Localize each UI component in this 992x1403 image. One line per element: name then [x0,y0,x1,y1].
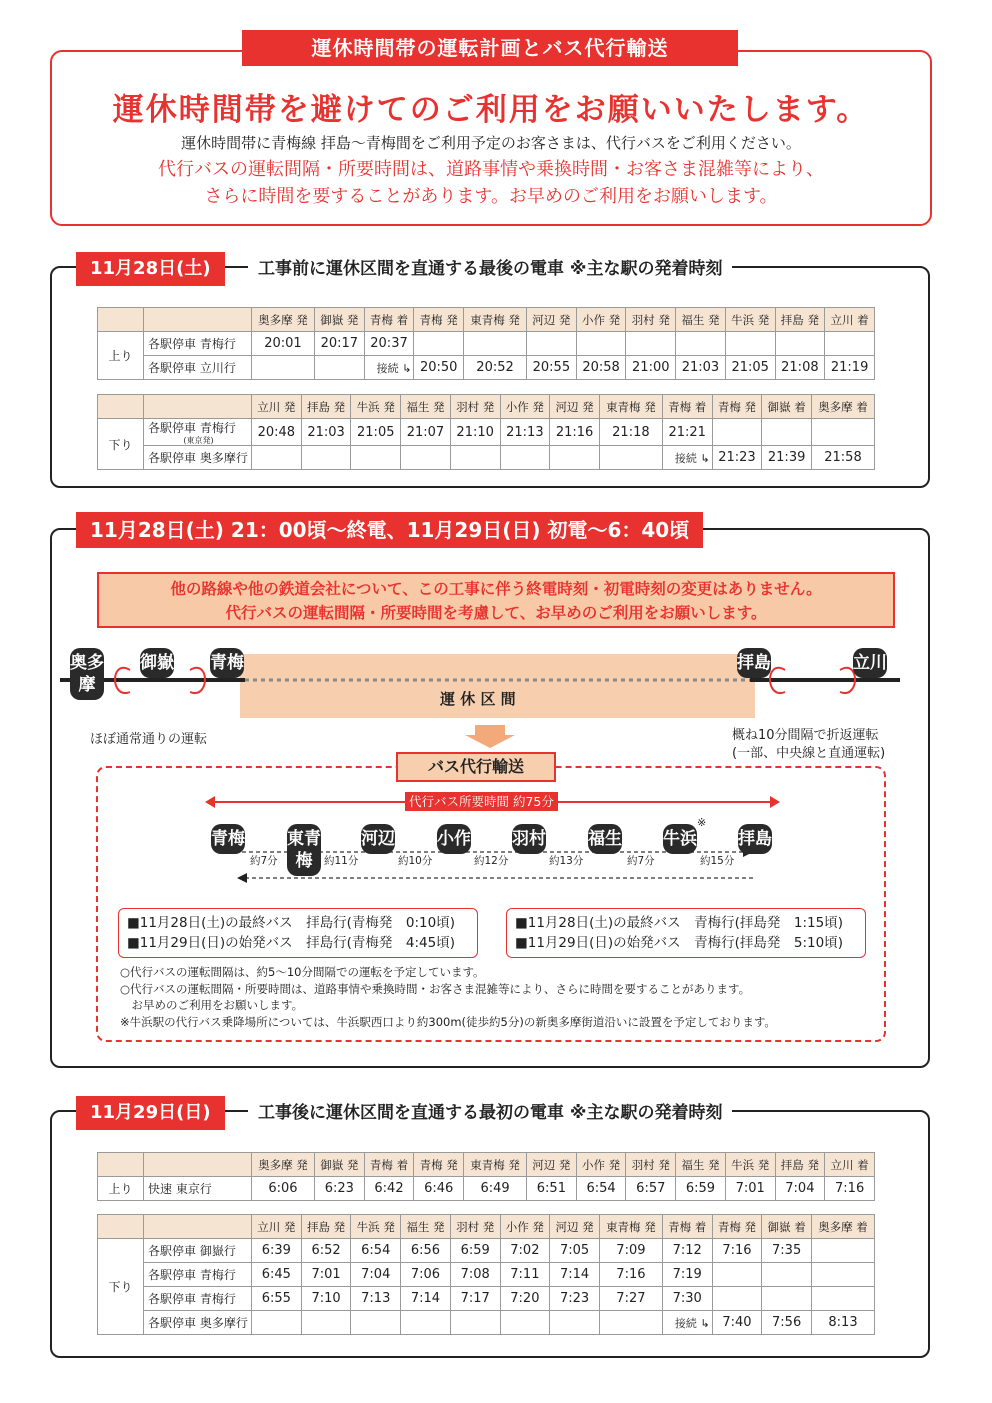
column-header: 牛浜 発 [725,308,775,332]
time-cell: 7:01 [301,1263,351,1287]
column-header: 立川 着 [825,1153,875,1177]
time-cell: 7:14 [401,1287,451,1311]
section1-title: 工事前に運休区間を直通する最後の電車 ※主な駅の発着時刻 [248,252,732,286]
timetable-sec1-down [97,394,875,470]
time-cell: 20:58 [576,356,626,380]
time-cell [252,446,302,470]
time-cell [450,446,500,470]
time-cell: 7:11 [500,1263,550,1287]
time-cell [351,1311,401,1335]
intro-line2a: 代行バスの運転間隔・所要時間は、道路事情や乗換時間・お客さま混雑等により、 [158,159,824,180]
direction-label: 下り [98,419,144,470]
column-header: 福生 発 [401,1215,451,1239]
column-header: 東青梅 発 [599,1215,662,1239]
header-blank [144,1215,252,1239]
column-header: 拝島 発 [775,1153,825,1177]
time-cell [811,1263,874,1287]
time-cell [351,446,401,470]
time-cell: 7:14 [550,1263,600,1287]
left-note: ほぼ通常通りの運転 [90,732,208,747]
time-cell [811,1287,874,1311]
header-banner: 運休時間帯の運転計画とバス代行輸送 [242,30,738,66]
bus-station-ozaku: 小作 [437,824,471,854]
time-cell [626,332,676,356]
column-header: 青梅 着 [662,1215,712,1239]
column-header: 御嶽 着 [762,395,812,419]
time-cell: 7:19 [662,1263,712,1287]
column-header: 奥多摩 発 [252,308,315,332]
time-cell [464,332,527,356]
column-header: 奥多摩 着 [811,395,874,419]
direction-label: 上り [98,1177,144,1201]
train-name: 各駅停車 青梅行 (東京発) [144,419,252,446]
direction-label: 上り [98,332,144,380]
time-cell: 6:54 [351,1239,401,1263]
time-cell: 7:20 [500,1287,550,1311]
column-header: 河辺 発 [527,308,577,332]
time-cell: 20:01 [252,332,315,356]
table-row [98,1263,875,1287]
column-header: 河辺 発 [550,395,600,419]
map-station-okutama: 奥多摩 [70,648,104,700]
bus-minutes-6: 約7分 [627,855,655,867]
bus-total-time: 代行バス所要時間 約75分 [405,792,558,811]
time-cell: 21:21 [662,419,712,446]
time-cell [725,332,775,356]
map-station-mitake: 御嶽 [140,648,174,678]
time-cell: 21:19 [825,356,875,380]
column-header: 羽村 発 [450,395,500,419]
connection-cell: 接続 ↳ [662,446,712,470]
column-header: 拝島 発 [301,395,351,419]
column-header: 立川 発 [252,1215,302,1239]
bus-minutes-2: 約11分 [324,855,359,867]
time-cell [401,1311,451,1335]
header-blank [98,395,144,419]
time-cell: 6:54 [576,1177,626,1201]
time-cell: 20:37 [364,332,414,356]
map-station-haijima: 拝島 [737,648,771,678]
bus-station-haijima: 拝島 [738,824,772,854]
column-header: 東青梅 発 [599,395,662,419]
down-arrow [465,725,515,748]
column-header: 東青梅 発 [464,1153,527,1177]
section2-date: 11月28日(土) 21：00頃〜終電、11月29日(日) 初電〜6：40頃 [76,512,703,548]
time-cell: 21:18 [599,419,662,446]
column-header: 御嶽 発 [314,1153,364,1177]
column-header: 拝島 発 [301,1215,351,1239]
column-header: 御嶽 発 [314,308,364,332]
table-row [98,1177,875,1201]
time-cell: 21:05 [351,419,401,446]
train-name: 各駅停車 奥多摩行 [144,1311,252,1335]
bus-station-ome: 青梅 [211,824,245,854]
time-cell [599,446,662,470]
time-cell: 7:27 [599,1287,662,1311]
time-cell [252,356,315,380]
time-cell: 6:42 [364,1177,414,1201]
column-header: 小作 発 [500,395,550,419]
time-cell: 6:06 [252,1177,315,1201]
time-cell: 21:10 [450,419,500,446]
time-cell: 6:59 [450,1239,500,1263]
time-cell [811,1239,874,1263]
bus-minutes-7: 約15分 [700,855,735,867]
time-cell [762,419,812,446]
ushihama-asterisk: ※ [697,816,707,829]
time-cell [762,1287,812,1311]
train-name: 各駅停車 青梅行 [144,332,252,356]
header-blank [144,308,252,332]
time-cell [500,1311,550,1335]
train-name: 各駅停車 奥多摩行 [144,446,252,470]
time-cell: 21:58 [811,446,874,470]
time-cell: 7:13 [351,1287,401,1311]
column-header: 羽村 発 [626,308,676,332]
notice-box [97,572,895,628]
column-header: 青梅 着 [364,1153,414,1177]
column-header: 東青梅 発 [464,308,527,332]
footnotes: ○代行バスの運転間隔は、約5〜10分間隔での運転を予定しています。 ○代行バスの運転間隔・所要時間は、道路事情や乗換時間・お客さま混雑等により、さらに時間を要することがあります。 お早めのご利用をお願いします。 ※牛浜駅の代行バス乗降場所については、牛浜駅西口より約300m(徒歩約5分)の新奥多摩街道沿いに設置を予定しております。 [120,965,776,1029]
column-header: 小作 発 [576,308,626,332]
table-row [98,1239,875,1263]
table-row [98,446,875,470]
time-cell: 20:52 [464,356,527,380]
column-header: 拝島 発 [775,308,825,332]
intro-line2 [50,156,932,210]
column-header: 青梅 発 [414,1153,464,1177]
time-cell: 6:57 [626,1177,676,1201]
time-cell: 6:46 [414,1177,464,1201]
time-cell: 7:04 [351,1263,401,1287]
connection-cell: 接続 ↳ [364,356,414,380]
time-cell: 7:35 [762,1239,812,1263]
time-cell: 7:40 [712,1311,762,1335]
time-cell: 21:23 [712,446,762,470]
column-header: 青梅 発 [414,308,464,332]
time-cell: 7:08 [450,1263,500,1287]
time-cell [762,1263,812,1287]
header-blank [98,308,144,332]
table-row [98,332,875,356]
time-cell [599,1311,662,1335]
column-header: 福生 発 [676,1153,726,1177]
intro-line1: 運休時間帯に青梅線 拝島〜青梅間をご利用予定のお客さまは、代行バスをご利用ください。 [181,134,801,152]
train-name: 各駅停車 立川行 [144,356,252,380]
notice-line2: 代行バスの運転間隔・所要時間を考慮して、お早めのご利用をお願いします。 [225,604,767,622]
connection-cell: 接続 ↳ [662,1311,712,1335]
table-row [98,1287,875,1311]
notice-line1: 他の路線や他の鉄道会社について、この工事に伴う終電時刻・初電時刻の変更はありません。 [170,580,822,598]
time-cell: 6:45 [252,1263,302,1287]
section1-date: 11月28日(土) [76,252,225,286]
column-header: 羽村 発 [450,1215,500,1239]
time-cell [712,1287,762,1311]
time-cell [811,419,874,446]
time-cell: 6:56 [401,1239,451,1263]
time-cell: 20:48 [252,419,302,446]
time-cell [301,1311,351,1335]
column-header: 牛浜 発 [725,1153,775,1177]
time-cell [401,446,451,470]
bus-minutes-5: 約13分 [549,855,584,867]
intro-title: 運休時間帯を避けてのご利用をお願いいたします。 [112,92,870,128]
header-blank [144,1153,252,1177]
column-header: 立川 着 [825,308,875,332]
time-cell [414,332,464,356]
time-cell [712,419,762,446]
time-cell: 21:08 [775,356,825,380]
time-cell [301,446,351,470]
time-cell [450,1311,500,1335]
column-header: 福生 発 [676,308,726,332]
time-cell [712,1263,762,1287]
column-header: 河辺 発 [550,1215,600,1239]
header-blank [98,1153,144,1177]
time-cell: 21:39 [762,446,812,470]
column-header: 青梅 着 [662,395,712,419]
bus-station-ushihama: 牛浜 [663,824,697,854]
map-station-tachikawa: 立川 [853,648,887,678]
time-cell [576,332,626,356]
bus-station-higashiome: 東青梅 [287,824,321,876]
time-cell: 21:16 [550,419,600,446]
time-cell: 21:03 [301,419,351,446]
bus-minutes-4: 約12分 [474,855,509,867]
time-cell: 7:06 [401,1263,451,1287]
header-blank [98,1215,144,1239]
bus-minutes-1: 約7分 [250,855,278,867]
column-header: 御嶽 着 [762,1215,812,1239]
column-header: 奥多摩 着 [811,1215,874,1239]
time-cell [252,1311,302,1335]
time-cell: 20:17 [314,332,364,356]
right-note2: (一部、中央線と直通運転) [732,746,886,761]
right-note1: 概ね10分間隔で折返運転 [732,728,879,743]
column-header: 小作 発 [500,1215,550,1239]
column-header: 河辺 発 [527,1153,577,1177]
time-cell: 6:51 [527,1177,577,1201]
column-header: 立川 発 [252,395,302,419]
time-cell: 7:56 [762,1311,812,1335]
intro-line2b: さらに時間を要することがあります。お早めのご利用をお願いします。 [204,186,778,207]
column-header: 牛浜 発 [351,395,401,419]
column-header: 福生 発 [401,395,451,419]
time-cell: 7:16 [599,1263,662,1287]
time-cell [775,332,825,356]
bus-label: バス代行輸送 [396,752,556,782]
time-cell [825,332,875,356]
time-cell: 6:39 [252,1239,302,1263]
section3-date: 11月29日(日) [76,1096,225,1130]
bus-station-hamura: 羽村 [512,824,546,854]
time-cell: 6:55 [252,1287,302,1311]
time-cell: 21:05 [725,356,775,380]
time-cell: 6:52 [301,1239,351,1263]
time-cell: 21:03 [676,356,726,380]
bus-station-kabe: 河辺 [361,824,395,854]
bus-station-fussa: 福生 [588,824,622,854]
table-row [98,419,875,446]
time-cell: 7:30 [662,1287,712,1311]
time-cell: 21:13 [500,419,550,446]
column-header: 青梅 発 [712,395,762,419]
column-header: 奥多摩 発 [252,1153,315,1177]
last-first-bus-left: ■11月28日(土)の最終バス 拝島行(青梅発 0:10頃) ■11月29日(日)の始発バス 拝島行(青梅発 4:45頃) [118,908,478,958]
column-header: 小作 発 [576,1153,626,1177]
time-cell: 20:50 [414,356,464,380]
time-cell: 7:02 [500,1239,550,1263]
column-header: 青梅 着 [364,308,414,332]
time-cell: 7:23 [550,1287,600,1311]
time-cell: 7:05 [550,1239,600,1263]
time-cell [314,356,364,380]
column-header: 羽村 発 [626,1153,676,1177]
time-cell: 7:17 [450,1287,500,1311]
time-cell: 21:00 [626,356,676,380]
time-cell [527,332,577,356]
time-cell: 7:16 [712,1239,762,1263]
time-cell: 6:23 [314,1177,364,1201]
bus-minutes-3: 約10分 [398,855,433,867]
train-name: 各駅停車 御嶽行 [144,1239,252,1263]
time-cell: 7:09 [599,1239,662,1263]
time-cell: 20:55 [527,356,577,380]
closed-section-label: 運 休 区 間 [440,690,516,708]
train-name: 快速 東京行 [144,1177,252,1201]
time-cell: 7:04 [775,1177,825,1201]
train-name: 各駅停車 青梅行 [144,1263,252,1287]
column-header: 青梅 発 [712,1215,762,1239]
time-cell: 6:59 [676,1177,726,1201]
column-header: 牛浜 発 [351,1215,401,1239]
train-origin: (東京発) [183,436,214,445]
time-cell: 21:07 [401,419,451,446]
timetable-sec1-up [97,307,875,380]
time-cell [500,446,550,470]
time-cell [550,446,600,470]
time-cell: 8:13 [811,1311,874,1335]
table-row [98,1311,875,1335]
time-cell [676,332,726,356]
time-cell: 6:49 [464,1177,527,1201]
time-cell: 7:16 [825,1177,875,1201]
section3-title: 工事後に運休区間を直通する最初の電車 ※主な駅の発着時刻 [248,1096,732,1130]
train-name: 各駅停車 青梅行 [144,1287,252,1311]
time-cell: 7:10 [301,1287,351,1311]
time-cell: 7:12 [662,1239,712,1263]
timetable-sec3-up [97,1152,875,1201]
timetable-sec3-down [97,1214,875,1335]
last-first-bus-right: ■11月28日(土)の最終バス 青梅行(拝島発 1:15頃) ■11月29日(日)の始発バス 青梅行(拝島発 5:10頃) [506,908,866,958]
map-station-ome: 青梅 [210,648,244,678]
time-cell [550,1311,600,1335]
header-blank [144,395,252,419]
table-row [98,356,875,380]
time-cell: 7:01 [725,1177,775,1201]
direction-label: 下り [98,1239,144,1335]
